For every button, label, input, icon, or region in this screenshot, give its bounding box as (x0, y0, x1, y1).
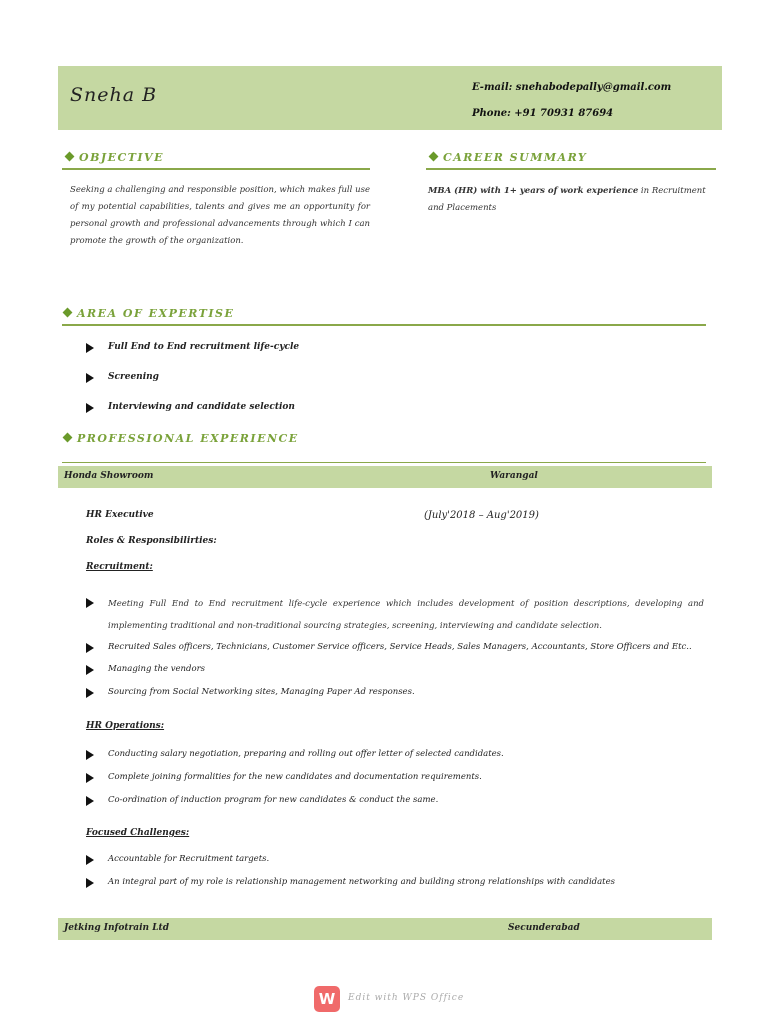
arrow-bullet-icon (86, 403, 94, 413)
diamond-icon (63, 308, 73, 318)
career-summary-heading: CAREER SUMMARY (430, 151, 587, 164)
job-bar-honda (58, 466, 712, 488)
arrow-bullet-icon (86, 688, 94, 698)
diamond-icon (65, 152, 75, 162)
email-text: E-mail: snehabodepally@gmail.com (472, 82, 672, 93)
career-summary-divider (426, 168, 716, 170)
arrow-bullet-icon (86, 750, 94, 760)
objective-heading: OBJECTIVE (66, 151, 164, 164)
wps-logo-icon[interactable]: W (314, 986, 340, 1012)
arrow-bullet-icon (86, 598, 94, 608)
objective-divider (62, 168, 370, 170)
expertise-divider (62, 324, 706, 326)
job-location: Warangal (490, 471, 538, 481)
objective-text: Seeking a challenging and responsible position, which makes full use of my potential capabilities, talents and gives me an opportunity for personal growth and professional advancements through which I can promote the growth of the organization. (70, 185, 370, 246)
resume-header (58, 66, 722, 130)
arrow-bullet-icon (86, 665, 94, 675)
arrow-bullet-icon (86, 878, 94, 888)
company-name: Jetking Infotrain Ltd (64, 923, 169, 933)
arrow-bullet-icon (86, 643, 94, 653)
phone-text: Phone: +91 70931 87694 (472, 108, 614, 119)
arrow-bullet-icon (86, 343, 94, 353)
arrow-bullet-icon (86, 773, 94, 783)
career-summary-text: MBA (HR) with 1+ years of work experience in Recruitment and Placements (428, 186, 706, 213)
arrow-bullet-icon (86, 373, 94, 383)
recruitment-label: Recruitment: (86, 562, 153, 572)
diamond-icon (429, 152, 439, 162)
diamond-icon (63, 433, 73, 443)
candidate-name: Sneha B (70, 84, 158, 106)
arrow-bullet-icon (86, 855, 94, 865)
expertise-heading: AREA OF EXPERTISE (64, 307, 234, 320)
company-name: Honda Showroom (64, 471, 154, 481)
edit-with-wps-link[interactable]: Edit with WPS Office (348, 993, 465, 1003)
arrow-bullet-icon (86, 796, 94, 806)
experience-heading: PROFESSIONAL EXPERIENCE (64, 432, 299, 445)
job-bar-jetking (58, 918, 712, 940)
job-dates: (July'2018 – Aug'2019) (424, 510, 539, 521)
roles-label: Roles & Responsibilirties: (86, 536, 217, 546)
hr-operations-label: HR Operations: (86, 721, 165, 731)
job-location: Secunderabad (508, 923, 580, 933)
experience-divider (62, 462, 706, 463)
job-role: HR Executive (86, 510, 154, 520)
focused-challenges-label: Focused Challenges: (86, 828, 190, 838)
